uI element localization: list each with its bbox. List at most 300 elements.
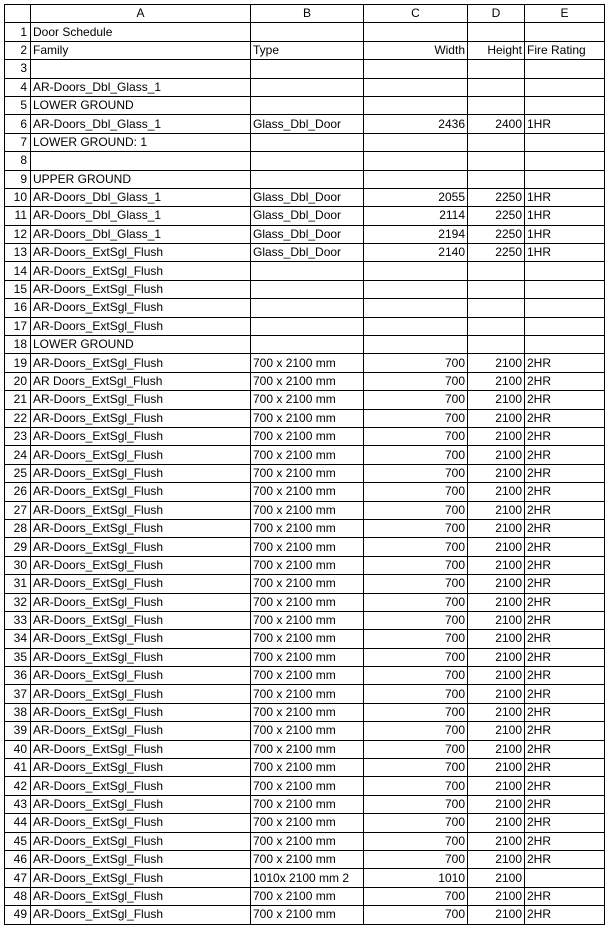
cell-height[interactable]: 2100 bbox=[468, 519, 525, 537]
row-number[interactable]: 3 bbox=[5, 60, 31, 78]
row-number[interactable]: 30 bbox=[5, 556, 31, 574]
row-number[interactable]: 24 bbox=[5, 446, 31, 464]
row-number[interactable]: 39 bbox=[5, 722, 31, 740]
cell-family[interactable]: AR-Doors_ExtSgl_Flush bbox=[31, 906, 251, 924]
cell-height[interactable]: 2250 bbox=[468, 207, 525, 225]
row-number[interactable]: 27 bbox=[5, 501, 31, 519]
cell-width[interactable]: 700 bbox=[364, 630, 468, 648]
column-header-a[interactable]: A bbox=[31, 5, 251, 23]
cell-height[interactable]: 2100 bbox=[468, 814, 525, 832]
cell-fire-rating[interactable]: 2HR bbox=[525, 814, 605, 832]
row-number[interactable]: 40 bbox=[5, 740, 31, 758]
row-number[interactable]: 34 bbox=[5, 630, 31, 648]
row-number[interactable]: 25 bbox=[5, 464, 31, 482]
cell-width[interactable]: Width bbox=[364, 41, 468, 59]
cell-type[interactable] bbox=[251, 170, 364, 188]
cell-width[interactable]: 700 bbox=[364, 648, 468, 666]
cell-type[interactable]: 700 x 2100 mm bbox=[251, 887, 364, 905]
cell-type[interactable]: 700 x 2100 mm bbox=[251, 538, 364, 556]
cell-fire-rating[interactable]: 2HR bbox=[525, 795, 605, 813]
cell-type[interactable]: 700 x 2100 mm bbox=[251, 556, 364, 574]
cell-fire-rating[interactable]: 2HR bbox=[525, 703, 605, 721]
cell-width[interactable]: 700 bbox=[364, 501, 468, 519]
cell-type[interactable] bbox=[251, 299, 364, 317]
cell-family[interactable]: LOWER GROUND: 1 bbox=[31, 133, 251, 151]
cell-type[interactable]: 700 x 2100 mm bbox=[251, 593, 364, 611]
cell-family[interactable]: AR-Doors_ExtSgl_Flush bbox=[31, 685, 251, 703]
cell-width[interactable] bbox=[364, 262, 468, 280]
cell-height[interactable]: 2100 bbox=[468, 667, 525, 685]
cell-fire-rating[interactable]: 2HR bbox=[525, 409, 605, 427]
row-number[interactable]: 46 bbox=[5, 850, 31, 868]
cell-fire-rating[interactable]: 2HR bbox=[525, 575, 605, 593]
cell-width[interactable]: 700 bbox=[364, 556, 468, 574]
cell-width[interactable]: 700 bbox=[364, 519, 468, 537]
cell-fire-rating[interactable]: 2HR bbox=[525, 667, 605, 685]
cell-type[interactable]: 700 x 2100 mm bbox=[251, 391, 364, 409]
cell-family[interactable]: AR-Doors_Dbl_Glass_1 bbox=[31, 207, 251, 225]
cell-fire-rating[interactable]: 1HR bbox=[525, 115, 605, 133]
cell-height[interactable] bbox=[468, 299, 525, 317]
cell-type[interactable] bbox=[251, 336, 364, 354]
column-header-b[interactable]: B bbox=[251, 5, 364, 23]
cell-family[interactable]: AR-Doors_ExtSgl_Flush bbox=[31, 391, 251, 409]
cell-height[interactable]: 2100 bbox=[468, 575, 525, 593]
cell-fire-rating[interactable] bbox=[525, 23, 605, 41]
cell-height[interactable] bbox=[468, 152, 525, 170]
cell-height[interactable]: 2100 bbox=[468, 446, 525, 464]
row-number[interactable]: 43 bbox=[5, 795, 31, 813]
cell-width[interactable]: 2114 bbox=[364, 207, 468, 225]
cell-type[interactable]: 700 x 2100 mm bbox=[251, 483, 364, 501]
row-number[interactable]: 13 bbox=[5, 244, 31, 262]
cell-fire-rating[interactable]: 2HR bbox=[525, 759, 605, 777]
cell-type[interactable]: 700 x 2100 mm bbox=[251, 722, 364, 740]
cell-family[interactable]: AR-Doors_ExtSgl_Flush bbox=[31, 556, 251, 574]
cell-family[interactable]: AR-Doors_ExtSgl_Flush bbox=[31, 409, 251, 427]
cell-family[interactable]: AR-Doors_ExtSgl_Flush bbox=[31, 354, 251, 372]
cell-family[interactable]: AR-Doors_ExtSgl_Flush bbox=[31, 832, 251, 850]
row-number[interactable]: 35 bbox=[5, 648, 31, 666]
cell-fire-rating[interactable]: 2HR bbox=[525, 501, 605, 519]
cell-width[interactable]: 700 bbox=[364, 427, 468, 445]
cell-type[interactable]: 700 x 2100 mm bbox=[251, 501, 364, 519]
cell-family[interactable] bbox=[31, 152, 251, 170]
cell-height[interactable]: 2100 bbox=[468, 795, 525, 813]
cell-type[interactable]: Glass_Dbl_Door bbox=[251, 207, 364, 225]
cell-height[interactable]: 2100 bbox=[468, 354, 525, 372]
cell-type[interactable]: 700 x 2100 mm bbox=[251, 409, 364, 427]
cell-fire-rating[interactable]: 2HR bbox=[525, 519, 605, 537]
cell-type[interactable]: 700 x 2100 mm bbox=[251, 630, 364, 648]
select-all-corner[interactable] bbox=[5, 5, 31, 23]
cell-height[interactable] bbox=[468, 96, 525, 114]
cell-fire-rating[interactable]: 2HR bbox=[525, 777, 605, 795]
cell-fire-rating[interactable] bbox=[525, 317, 605, 335]
cell-width[interactable]: 700 bbox=[364, 538, 468, 556]
row-number[interactable]: 31 bbox=[5, 575, 31, 593]
cell-width[interactable]: 700 bbox=[364, 464, 468, 482]
cell-height[interactable] bbox=[468, 60, 525, 78]
cell-fire-rating[interactable]: 2HR bbox=[525, 906, 605, 924]
cell-height[interactable]: 2100 bbox=[468, 372, 525, 390]
cell-height[interactable]: Height bbox=[468, 41, 525, 59]
row-number[interactable]: 5 bbox=[5, 96, 31, 114]
row-number[interactable]: 26 bbox=[5, 483, 31, 501]
row-number[interactable]: 32 bbox=[5, 593, 31, 611]
cell-family[interactable]: AR-Doors_ExtSgl_Flush bbox=[31, 648, 251, 666]
cell-height[interactable] bbox=[468, 133, 525, 151]
cell-type[interactable]: Type bbox=[251, 41, 364, 59]
cell-fire-rating[interactable]: 2HR bbox=[525, 483, 605, 501]
cell-type[interactable]: 700 x 2100 mm bbox=[251, 427, 364, 445]
cell-family[interactable]: AR-Doors_ExtSgl_Flush bbox=[31, 501, 251, 519]
cell-type[interactable]: 700 x 2100 mm bbox=[251, 777, 364, 795]
row-number[interactable]: 11 bbox=[5, 207, 31, 225]
cell-type[interactable]: 1010x 2100 mm 2 bbox=[251, 869, 364, 887]
cell-type[interactable]: 700 x 2100 mm bbox=[251, 611, 364, 629]
cell-fire-rating[interactable] bbox=[525, 96, 605, 114]
cell-width[interactable]: 700 bbox=[364, 906, 468, 924]
cell-family[interactable]: AR-Doors_ExtSgl_Flush bbox=[31, 777, 251, 795]
cell-family[interactable]: AR-Doors_ExtSgl_Flush bbox=[31, 869, 251, 887]
cell-fire-rating[interactable]: 2HR bbox=[525, 685, 605, 703]
cell-height[interactable]: 2100 bbox=[468, 722, 525, 740]
cell-width[interactable]: 700 bbox=[364, 832, 468, 850]
column-header-e[interactable]: E bbox=[525, 5, 605, 23]
cell-width[interactable]: 700 bbox=[364, 740, 468, 758]
cell-type[interactable]: 700 x 2100 mm bbox=[251, 850, 364, 868]
cell-fire-rating[interactable]: 2HR bbox=[525, 832, 605, 850]
cell-family[interactable]: AR-Doors_ExtSgl_Flush bbox=[31, 483, 251, 501]
row-number[interactable]: 7 bbox=[5, 133, 31, 151]
cell-family[interactable]: AR-Doors_ExtSgl_Flush bbox=[31, 759, 251, 777]
cell-height[interactable]: 2100 bbox=[468, 648, 525, 666]
cell-width[interactable]: 700 bbox=[364, 795, 468, 813]
cell-family[interactable]: AR-Doors_ExtSgl_Flush bbox=[31, 722, 251, 740]
cell-width[interactable]: 700 bbox=[364, 409, 468, 427]
cell-fire-rating[interactable] bbox=[525, 299, 605, 317]
row-number[interactable]: 37 bbox=[5, 685, 31, 703]
cell-family[interactable]: AR-Doors_ExtSgl_Flush bbox=[31, 299, 251, 317]
row-number[interactable]: 12 bbox=[5, 225, 31, 243]
cell-height[interactable] bbox=[468, 336, 525, 354]
row-number[interactable]: 9 bbox=[5, 170, 31, 188]
cell-type[interactable]: 700 x 2100 mm bbox=[251, 464, 364, 482]
cell-type[interactable]: Glass_Dbl_Door bbox=[251, 225, 364, 243]
row-number[interactable]: 18 bbox=[5, 336, 31, 354]
cell-type[interactable]: 700 x 2100 mm bbox=[251, 372, 364, 390]
cell-width[interactable]: 700 bbox=[364, 722, 468, 740]
cell-type[interactable]: 700 x 2100 mm bbox=[251, 354, 364, 372]
cell-type[interactable]: 700 x 2100 mm bbox=[251, 795, 364, 813]
cell-type[interactable]: 700 x 2100 mm bbox=[251, 759, 364, 777]
cell-type[interactable] bbox=[251, 280, 364, 298]
cell-height[interactable]: 2250 bbox=[468, 225, 525, 243]
cell-type[interactable]: 700 x 2100 mm bbox=[251, 832, 364, 850]
cell-fire-rating[interactable]: 2HR bbox=[525, 372, 605, 390]
cell-fire-rating[interactable] bbox=[525, 336, 605, 354]
cell-width[interactable]: 700 bbox=[364, 703, 468, 721]
cell-fire-rating[interactable]: 2HR bbox=[525, 887, 605, 905]
cell-family[interactable]: AR-Doors_ExtSgl_Flush bbox=[31, 703, 251, 721]
cell-height[interactable]: 2250 bbox=[468, 188, 525, 206]
cell-height[interactable]: 2100 bbox=[468, 427, 525, 445]
row-number[interactable]: 41 bbox=[5, 759, 31, 777]
cell-type[interactable]: 700 x 2100 mm bbox=[251, 446, 364, 464]
cell-type[interactable]: 700 x 2100 mm bbox=[251, 703, 364, 721]
cell-family[interactable]: AR-Doors_ExtSgl_Flush bbox=[31, 575, 251, 593]
cell-family[interactable]: UPPER GROUND bbox=[31, 170, 251, 188]
cell-width[interactable]: 700 bbox=[364, 354, 468, 372]
cell-height[interactable]: 2100 bbox=[468, 538, 525, 556]
cell-family[interactable]: AR-Doors_ExtSgl_Flush bbox=[31, 244, 251, 262]
cell-fire-rating[interactable]: 2HR bbox=[525, 850, 605, 868]
cell-fire-rating[interactable]: 2HR bbox=[525, 427, 605, 445]
cell-type[interactable]: 700 x 2100 mm bbox=[251, 667, 364, 685]
cell-fire-rating[interactable]: 2HR bbox=[525, 593, 605, 611]
column-header-d[interactable]: D bbox=[468, 5, 525, 23]
cell-family[interactable]: AR-Doors_Dbl_Glass_1 bbox=[31, 188, 251, 206]
cell-family[interactable]: AR-Doors_ExtSgl_Flush bbox=[31, 630, 251, 648]
cell-height[interactable]: 2100 bbox=[468, 593, 525, 611]
cell-family[interactable]: AR-Doors_ExtSgl_Flush bbox=[31, 519, 251, 537]
cell-width[interactable]: 700 bbox=[364, 759, 468, 777]
cell-family[interactable]: AR-Doors_Dbl_Glass_1 bbox=[31, 78, 251, 96]
cell-family[interactable]: AR-Doors_ExtSgl_Flush bbox=[31, 427, 251, 445]
cell-height[interactable]: 2100 bbox=[468, 777, 525, 795]
row-number[interactable]: 49 bbox=[5, 906, 31, 924]
row-number[interactable]: 21 bbox=[5, 391, 31, 409]
cell-family[interactable]: AR-Doors_ExtSgl_Flush bbox=[31, 280, 251, 298]
cell-height[interactable]: 2100 bbox=[468, 703, 525, 721]
cell-height[interactable] bbox=[468, 317, 525, 335]
cell-family[interactable]: AR-Doors_ExtSgl_Flush bbox=[31, 850, 251, 868]
cell-height[interactable]: 2100 bbox=[468, 850, 525, 868]
cell-width[interactable]: 700 bbox=[364, 814, 468, 832]
cell-family[interactable]: AR-Doors_ExtSgl_Flush bbox=[31, 593, 251, 611]
cell-type[interactable] bbox=[251, 23, 364, 41]
cell-height[interactable]: 2100 bbox=[468, 409, 525, 427]
cell-height[interactable]: 2100 bbox=[468, 556, 525, 574]
cell-height[interactable]: 2100 bbox=[468, 685, 525, 703]
cell-family[interactable]: AR-Doors_ExtSgl_Flush bbox=[31, 740, 251, 758]
row-number[interactable]: 44 bbox=[5, 814, 31, 832]
cell-type[interactable]: 700 x 2100 mm bbox=[251, 740, 364, 758]
cell-family[interactable]: AR-Doors_ExtSgl_Flush bbox=[31, 667, 251, 685]
cell-width[interactable]: 700 bbox=[364, 372, 468, 390]
cell-fire-rating[interactable]: 1HR bbox=[525, 244, 605, 262]
row-number[interactable]: 14 bbox=[5, 262, 31, 280]
cell-family[interactable]: LOWER GROUND bbox=[31, 336, 251, 354]
cell-width[interactable]: 700 bbox=[364, 593, 468, 611]
row-number[interactable]: 36 bbox=[5, 667, 31, 685]
cell-fire-rating[interactable] bbox=[525, 133, 605, 151]
row-number[interactable]: 38 bbox=[5, 703, 31, 721]
cell-type[interactable] bbox=[251, 152, 364, 170]
cell-family[interactable]: AR-Doors_ExtSgl_Flush bbox=[31, 317, 251, 335]
row-number[interactable]: 19 bbox=[5, 354, 31, 372]
cell-width[interactable] bbox=[364, 336, 468, 354]
cell-family[interactable]: AR-Doors_ExtSgl_Flush bbox=[31, 887, 251, 905]
cell-width[interactable]: 700 bbox=[364, 611, 468, 629]
row-number[interactable]: 2 bbox=[5, 41, 31, 59]
cell-family[interactable]: Family bbox=[31, 41, 251, 59]
cell-height[interactable]: 2100 bbox=[468, 501, 525, 519]
row-number[interactable]: 10 bbox=[5, 188, 31, 206]
cell-fire-rating[interactable]: 2HR bbox=[525, 556, 605, 574]
cell-family[interactable]: LOWER GROUND bbox=[31, 96, 251, 114]
cell-family[interactable]: AR-Doors_ExtSgl_Flush bbox=[31, 446, 251, 464]
cell-width[interactable] bbox=[364, 78, 468, 96]
cell-family[interactable]: AR-Doors_ExtSgl_Flush bbox=[31, 795, 251, 813]
row-number[interactable]: 42 bbox=[5, 777, 31, 795]
cell-height[interactable]: 2100 bbox=[468, 887, 525, 905]
cell-type[interactable] bbox=[251, 133, 364, 151]
cell-height[interactable]: 2100 bbox=[468, 869, 525, 887]
cell-width[interactable] bbox=[364, 133, 468, 151]
cell-fire-rating[interactable]: 2HR bbox=[525, 354, 605, 372]
cell-height[interactable]: 2100 bbox=[468, 630, 525, 648]
row-number[interactable]: 28 bbox=[5, 519, 31, 537]
cell-width[interactable]: 700 bbox=[364, 483, 468, 501]
cell-type[interactable]: Glass_Dbl_Door bbox=[251, 115, 364, 133]
cell-width[interactable]: 2055 bbox=[364, 188, 468, 206]
cell-height[interactable]: 2100 bbox=[468, 759, 525, 777]
cell-width[interactable] bbox=[364, 23, 468, 41]
cell-type[interactable] bbox=[251, 262, 364, 280]
cell-fire-rating[interactable]: 2HR bbox=[525, 611, 605, 629]
row-number[interactable]: 16 bbox=[5, 299, 31, 317]
cell-family[interactable]: AR-Doors_ExtSgl_Flush bbox=[31, 262, 251, 280]
cell-type[interactable]: Glass_Dbl_Door bbox=[251, 188, 364, 206]
cell-width[interactable] bbox=[364, 60, 468, 78]
cell-width[interactable]: 2194 bbox=[364, 225, 468, 243]
cell-fire-rating[interactable]: 2HR bbox=[525, 740, 605, 758]
column-header-c[interactable]: C bbox=[364, 5, 468, 23]
cell-height[interactable]: 2100 bbox=[468, 464, 525, 482]
cell-width[interactable] bbox=[364, 317, 468, 335]
row-number[interactable]: 1 bbox=[5, 23, 31, 41]
cell-width[interactable] bbox=[364, 96, 468, 114]
cell-type[interactable]: 700 x 2100 mm bbox=[251, 685, 364, 703]
cell-type[interactable]: 700 x 2100 mm bbox=[251, 814, 364, 832]
cell-height[interactable] bbox=[468, 170, 525, 188]
cell-width[interactable]: 700 bbox=[364, 887, 468, 905]
cell-height[interactable]: 2400 bbox=[468, 115, 525, 133]
cell-fire-rating[interactable]: 2HR bbox=[525, 722, 605, 740]
cell-fire-rating[interactable]: 2HR bbox=[525, 391, 605, 409]
cell-fire-rating[interactable]: 2HR bbox=[525, 464, 605, 482]
cell-height[interactable] bbox=[468, 23, 525, 41]
cell-type[interactable] bbox=[251, 317, 364, 335]
cell-family[interactable]: AR-Doors_Dbl_Glass_1 bbox=[31, 115, 251, 133]
cell-fire-rating[interactable]: 2HR bbox=[525, 630, 605, 648]
cell-width[interactable]: 700 bbox=[364, 575, 468, 593]
cell-width[interactable] bbox=[364, 170, 468, 188]
row-number[interactable]: 17 bbox=[5, 317, 31, 335]
cell-width[interactable]: 1010 bbox=[364, 869, 468, 887]
cell-type[interactable]: 700 x 2100 mm bbox=[251, 648, 364, 666]
cell-width[interactable]: 700 bbox=[364, 391, 468, 409]
cell-height[interactable]: 2250 bbox=[468, 244, 525, 262]
row-number[interactable]: 23 bbox=[5, 427, 31, 445]
row-number[interactable]: 15 bbox=[5, 280, 31, 298]
row-number[interactable]: 48 bbox=[5, 887, 31, 905]
cell-family[interactable]: AR-Doors_ExtSgl_Flush bbox=[31, 538, 251, 556]
row-number[interactable]: 6 bbox=[5, 115, 31, 133]
cell-family[interactable] bbox=[31, 60, 251, 78]
cell-type[interactable] bbox=[251, 96, 364, 114]
cell-height[interactable]: 2100 bbox=[468, 832, 525, 850]
cell-width[interactable]: 2140 bbox=[364, 244, 468, 262]
cell-fire-rating[interactable]: 1HR bbox=[525, 188, 605, 206]
cell-height[interactable]: 2100 bbox=[468, 740, 525, 758]
row-number[interactable]: 22 bbox=[5, 409, 31, 427]
cell-fire-rating[interactable] bbox=[525, 152, 605, 170]
cell-type[interactable]: 700 x 2100 mm bbox=[251, 906, 364, 924]
cell-width[interactable]: 700 bbox=[364, 446, 468, 464]
cell-width[interactable] bbox=[364, 280, 468, 298]
cell-family[interactable]: AR Doors_ExtSgl_Flush bbox=[31, 372, 251, 390]
cell-width[interactable]: 700 bbox=[364, 667, 468, 685]
cell-width[interactable]: 700 bbox=[364, 685, 468, 703]
cell-width[interactable]: 700 bbox=[364, 850, 468, 868]
cell-type[interactable]: 700 x 2100 mm bbox=[251, 519, 364, 537]
cell-type[interactable]: Glass_Dbl_Door bbox=[251, 244, 364, 262]
cell-fire-rating[interactable]: Fire Rating bbox=[525, 41, 605, 59]
cell-height[interactable] bbox=[468, 280, 525, 298]
row-number[interactable]: 33 bbox=[5, 611, 31, 629]
cell-width[interactable] bbox=[364, 299, 468, 317]
cell-height[interactable]: 2100 bbox=[468, 483, 525, 501]
cell-height[interactable] bbox=[468, 78, 525, 96]
row-number[interactable]: 8 bbox=[5, 152, 31, 170]
cell-width[interactable]: 700 bbox=[364, 777, 468, 795]
cell-fire-rating[interactable]: 2HR bbox=[525, 648, 605, 666]
cell-fire-rating[interactable] bbox=[525, 170, 605, 188]
cell-width[interactable]: 2436 bbox=[364, 115, 468, 133]
cell-family[interactable]: AR-Doors_Dbl_Glass_1 bbox=[31, 225, 251, 243]
row-number[interactable]: 45 bbox=[5, 832, 31, 850]
cell-fire-rating[interactable] bbox=[525, 78, 605, 96]
cell-family[interactable]: AR-Doors_ExtSgl_Flush bbox=[31, 611, 251, 629]
cell-height[interactable]: 2100 bbox=[468, 611, 525, 629]
cell-fire-rating[interactable] bbox=[525, 280, 605, 298]
cell-family[interactable]: Door Schedule bbox=[31, 23, 251, 41]
cell-height[interactable]: 2100 bbox=[468, 906, 525, 924]
cell-family[interactable]: AR-Doors_ExtSgl_Flush bbox=[31, 814, 251, 832]
cell-fire-rating[interactable]: 1HR bbox=[525, 207, 605, 225]
row-number[interactable]: 47 bbox=[5, 869, 31, 887]
cell-width[interactable] bbox=[364, 152, 468, 170]
cell-fire-rating[interactable] bbox=[525, 60, 605, 78]
cell-type[interactable] bbox=[251, 78, 364, 96]
cell-fire-rating[interactable]: 2HR bbox=[525, 538, 605, 556]
cell-fire-rating[interactable]: 1HR bbox=[525, 225, 605, 243]
cell-height[interactable]: 2100 bbox=[468, 391, 525, 409]
row-number[interactable]: 20 bbox=[5, 372, 31, 390]
cell-fire-rating[interactable] bbox=[525, 262, 605, 280]
row-number[interactable]: 4 bbox=[5, 78, 31, 96]
cell-family[interactable]: AR-Doors_ExtSgl_Flush bbox=[31, 464, 251, 482]
cell-fire-rating[interactable] bbox=[525, 869, 605, 887]
row-number[interactable]: 29 bbox=[5, 538, 31, 556]
cell-fire-rating[interactable]: 2HR bbox=[525, 446, 605, 464]
cell-type[interactable]: 700 x 2100 mm bbox=[251, 575, 364, 593]
cell-height[interactable] bbox=[468, 262, 525, 280]
cell-type[interactable] bbox=[251, 60, 364, 78]
